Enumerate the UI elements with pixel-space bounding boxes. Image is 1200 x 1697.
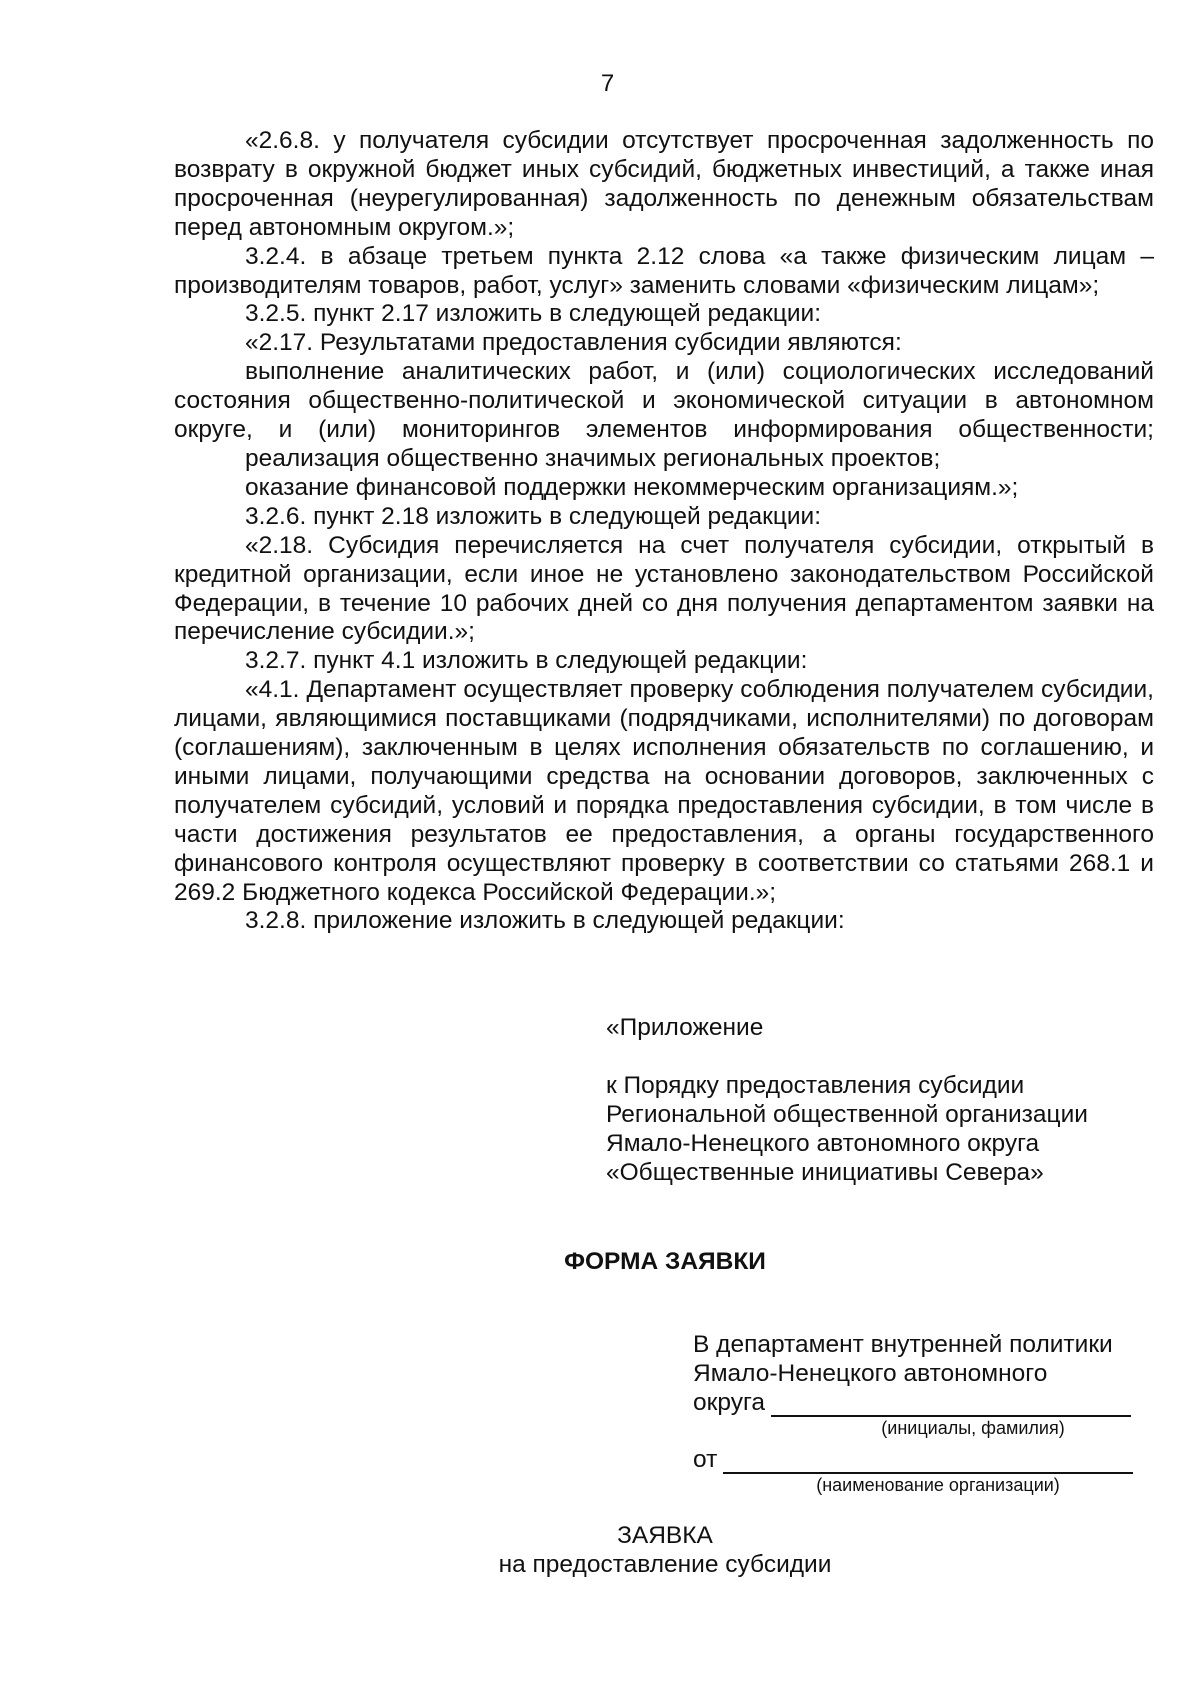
okrug-label: округа — [693, 1389, 765, 1416]
from-label: от — [693, 1446, 718, 1473]
paragraph-result-analytics: выполнение аналитических работ, и (или) социологических исследований состояния общественно-политической и экономической ситуации в автономном округе, и (или) мониторингов элементов информирования общественности; — [174, 358, 1154, 444]
request-subtitle: на предоставление субсидии — [498, 1551, 832, 1578]
appendix-line-2: Региональной общественной организации — [606, 1100, 1088, 1128]
paragraph-3-2-6: 3.2.6. пункт 2.18 изложить в следующей редакции: — [245, 502, 822, 530]
appendix-title: «Приложение — [606, 1014, 764, 1041]
paragraph-3-2-8: 3.2.8. приложение изложить в следующей редакции: — [245, 907, 845, 935]
paragraph-4-1: «4.1. Департамент осуществляет проверку соблюдения получателем субсидии, лицами, являющимися поставщиками (подрядчиками, исполнителями) по договорам (соглашениям), заключенным в целях исполнения обязательств по соглашению, и иными лицами, получающими средства на основании договоров, заключенных с получателем субсидий, условий и порядка предоставления субсидии, в том числе в части достижения результатов ее предоставления, а органы государственного финансового контроля осуществляют проверку в соответствии со статьями 268.1 и 269.2 Бюджетного кодекса Российской Федерации.»; — [174, 676, 1154, 906]
paragraph-result-projects: реализация общественно значимых региональных проектов; — [245, 444, 941, 472]
request-title: ЗАЯВКА — [617, 1522, 713, 1549]
form-title: ФОРМА ЗАЯВКИ — [564, 1248, 766, 1275]
paragraph-result-support: оказание финансовой поддержки некоммерческим организациям.»; — [245, 473, 1019, 501]
from-caption: (наименование организации) — [816, 1475, 1060, 1495]
paragraph-3-2-5: 3.2.5. пункт 2.17 изложить в следующей редакции: — [245, 300, 822, 328]
document-body — [174, 127, 1154, 936]
addressee-line-1: В департамент внутренней политики — [693, 1331, 1113, 1358]
addressee-line-2: Ямало-Ненецкого автономного — [693, 1360, 1048, 1387]
page-number: 7 — [600, 70, 615, 97]
paragraph-3-2-4: 3.2.4. в абзаце третьем пункта 2.12 слова «а также физическим лицам – производителям товаров, работ, услуг» заменить словами «физическим лицам»; — [174, 242, 1154, 299]
appendix-header — [606, 1014, 1166, 1188]
request-heading — [0, 1521, 1200, 1579]
from-fill-line[interactable] — [723, 1450, 1133, 1474]
paragraph-2-17: «2.17. Результатами предоставления субсидии являются: — [245, 329, 902, 357]
okrug-fill-line[interactable] — [771, 1393, 1131, 1417]
paragraph-2-6-8: «2.6.8. у получателя субсидии отсутствует просроченная задолженность по возврату в окружной бюджет иных субсидий, бюджетных инвестиций, а также иная просроченная (неурегулированная) задолженность по денежным обязательствам перед автономным округом.»; — [174, 127, 1154, 241]
okrug-caption: (инициалы, фамилия) — [881, 1418, 1065, 1438]
paragraph-2-18: «2.18. Субсидия перечисляется на счет получателя субсидии, открытый в кредитной организации, если иное не установлено законодательством Российской Федерации, в течение 10 рабочих дней со дня получения департаментом заявки на перечисление субсидии.»; — [174, 531, 1154, 646]
paragraph-3-2-7: 3.2.7. пункт 4.1 изложить в следующей редакции: — [245, 647, 808, 675]
appendix-line-4: «Общественные инициативы Севера» — [606, 1158, 1044, 1186]
addressee-block — [693, 1330, 1163, 1496]
appendix-line-1: к Порядку предоставления субсидии — [606, 1071, 1025, 1099]
appendix-line-3: Ямало-Ненецкого автономного округа — [606, 1129, 1040, 1157]
okrug-row — [693, 1388, 1163, 1417]
appendix-gap — [606, 1043, 1166, 1072]
from-row — [693, 1445, 1163, 1474]
